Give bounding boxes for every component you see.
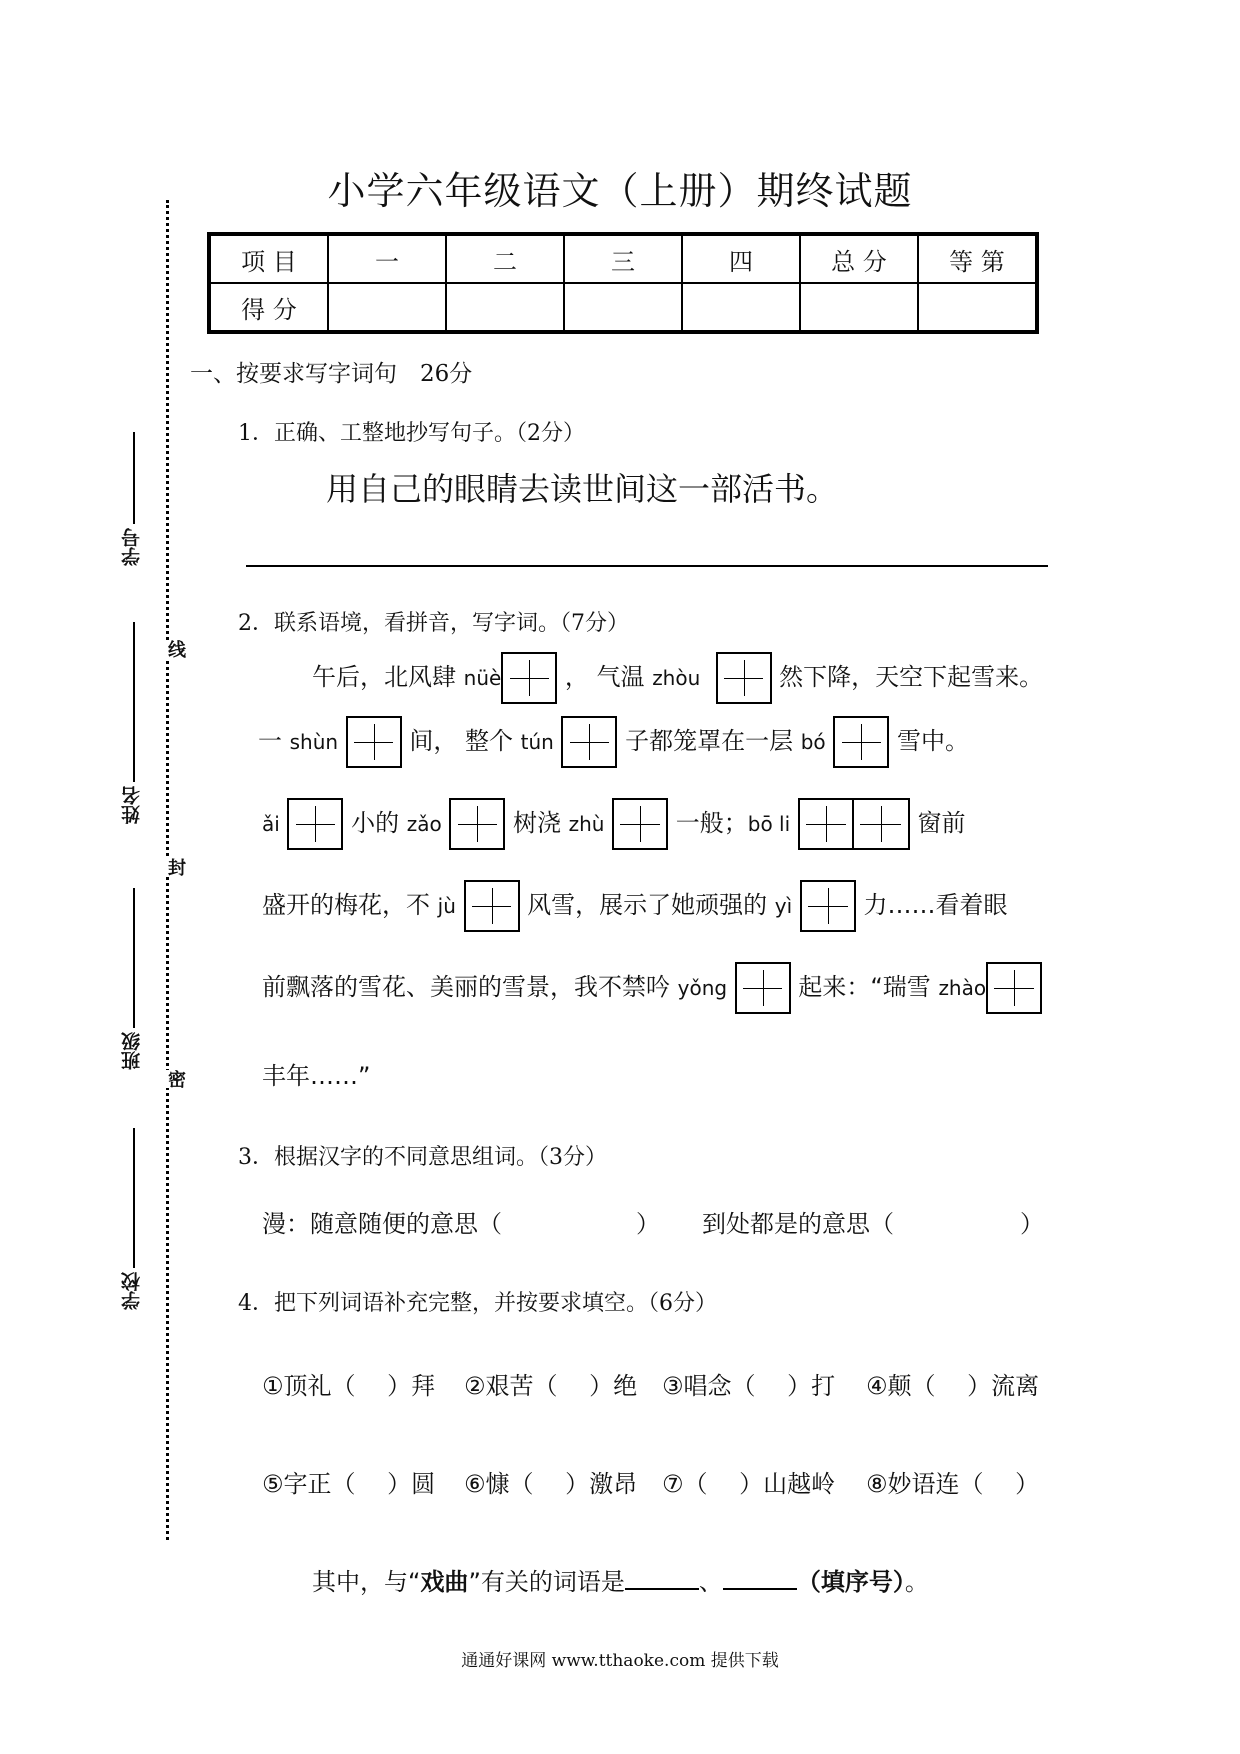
pinyin: jù (437, 894, 456, 918)
tian-zi-box[interactable] (716, 652, 772, 704)
pinyin: yǒng (677, 976, 728, 1000)
score-header-cell: 一 (328, 234, 446, 283)
pinyin: yì (774, 894, 793, 918)
question-3-prompt: 3．根据汉字的不同意思组词。（3分） (238, 1145, 607, 1170)
tian-zi-box[interactable] (798, 798, 854, 850)
score-cell[interactable] (446, 283, 564, 332)
cut-mark-feng: 封 (162, 858, 188, 876)
tian-zi-box[interactable] (464, 880, 520, 932)
score-cell[interactable] (800, 283, 918, 332)
score-header-cell: 项 目 (209, 234, 328, 283)
q4-item: ⑦（ ）山越岭 (662, 1470, 836, 1498)
name-label: 姓名 (121, 786, 143, 824)
school-label: 学校 (121, 1272, 143, 1310)
q3-part-a: 漫：随意随便的意思（ (262, 1210, 502, 1238)
tian-zi-box[interactable] (449, 798, 505, 850)
tian-zi-box[interactable] (854, 798, 910, 850)
text: 风雪，展示了她顽强的 (519, 891, 775, 919)
text: ， 气温 (557, 663, 653, 691)
answer-blank[interactable] (625, 1566, 699, 1590)
class-blank[interactable] (133, 888, 135, 1028)
pinyin: zhòu (652, 666, 701, 690)
pinyin-line-6: 丰年……” (262, 1062, 371, 1090)
score-header-cell: 四 (682, 234, 800, 283)
text: 、 (698, 1568, 723, 1596)
tian-zi-box[interactable] (800, 880, 856, 932)
score-cell[interactable] (328, 283, 446, 332)
text: 起来：“瑞雪 (790, 973, 939, 1001)
score-table (207, 232, 1039, 334)
pinyin: tún (520, 730, 554, 754)
question-2-prompt: 2．联系语境，看拼音，写字词。（7分） (238, 611, 629, 636)
q4-item: ①顶礼（ ）拜 (262, 1372, 436, 1400)
school-blank[interactable] (133, 1128, 135, 1268)
tian-zi-box[interactable] (287, 798, 343, 850)
score-cell[interactable] (682, 283, 800, 332)
text: 窗前 (909, 809, 966, 837)
score-table-score-row (209, 283, 1037, 332)
pinyin-line-3 (262, 798, 965, 850)
text: 力……看着眼 (855, 891, 1008, 919)
tian-zi-box[interactable] (986, 962, 1042, 1014)
pinyin: shùn (289, 730, 339, 754)
text: 前飘落的雪花、美丽的雪景，我不禁吟 (262, 973, 678, 1001)
pinyin-line-1 (312, 652, 1043, 704)
section-heading: 一、按要求写字词句 26分 (190, 361, 473, 387)
pinyin: zhù (568, 812, 605, 836)
text: 树浇 (505, 809, 569, 837)
text: 间， 整个 (401, 727, 521, 755)
text: 小的 (343, 809, 407, 837)
score-header-cell: 三 (564, 234, 682, 283)
score-header-cell: 总 分 (800, 234, 918, 283)
pinyin: bó (800, 730, 826, 754)
score-row-label: 得 分 (209, 283, 328, 332)
q3-part-b: 到处都是的意思（ (702, 1210, 894, 1238)
q4-item: ⑥慷（ ）激昂 (464, 1470, 638, 1498)
pinyin: zhào (938, 976, 987, 1000)
pinyin: ǎi (262, 812, 280, 836)
text: ”有关的词语是 (468, 1568, 625, 1596)
score-header-cell: 等 第 (918, 234, 1037, 283)
text: 一般； (668, 809, 748, 837)
text: 。 (904, 1568, 929, 1596)
name-blank[interactable] (133, 622, 135, 782)
q3-paren-close: ） (636, 1210, 660, 1238)
q4-item: ②艰苦（ ）绝 (464, 1372, 638, 1400)
tian-zi-box[interactable] (735, 962, 791, 1014)
q4-item: ④颠（ ）流离 (866, 1372, 1040, 1400)
tian-zi-box[interactable] (501, 652, 557, 704)
q4-item: ③唱念（ ）打 (662, 1372, 836, 1400)
student-id-blank[interactable] (133, 432, 135, 524)
question-4-prompt: 4．把下列词语补充完整，并按要求填空。（6分） (238, 1291, 717, 1316)
bold-term: 戏曲 (420, 1568, 469, 1596)
text: 子都笼罩在一层 (617, 727, 801, 755)
score-cell[interactable] (918, 283, 1037, 332)
text: 盛开的梅花，不 (262, 891, 438, 919)
pinyin-line-2 (258, 716, 969, 768)
question-1-prompt: 1．正确、工整地抄写句子。（2分） (238, 421, 585, 446)
text: 一 (258, 727, 290, 755)
q4-fill-sentence (312, 1562, 929, 1597)
pinyin: zǎo (406, 812, 442, 836)
text: 雪中。 (889, 727, 969, 755)
tian-zi-box[interactable] (612, 798, 668, 850)
tian-zi-box[interactable] (561, 716, 617, 768)
text: 然下降，天空下起雪来。 (771, 663, 1044, 691)
answer-blank[interactable] (723, 1566, 797, 1590)
tian-zi-box[interactable] (346, 716, 402, 768)
tian-zi-box[interactable] (833, 716, 889, 768)
q4-item: ⑤字正（ ）圆 (262, 1470, 436, 1498)
text: 午后，北风肆 (312, 663, 464, 691)
copy-answer-line[interactable] (246, 565, 1048, 567)
cut-mark-mi: 密 (162, 1070, 188, 1088)
student-id-label: 学号 (121, 528, 143, 566)
pinyin: bō li (747, 812, 791, 836)
text: 其中，与“ (312, 1568, 421, 1596)
score-table-header-row (209, 234, 1037, 283)
score-header-cell: 二 (446, 234, 564, 283)
footer-source: 通通好课网 www.tthaoke.com 提供下载 (461, 1651, 779, 1671)
score-cell[interactable] (564, 283, 682, 332)
bold-note: （填序号） (796, 1568, 905, 1596)
page-title: 小学六年级语文（上册）期终试题 (327, 169, 913, 213)
q3-paren-close: ） (1020, 1210, 1044, 1238)
pinyin-line-4 (262, 880, 1007, 932)
copy-sentence: 用自己的眼睛去读世间这一部活书。 (326, 470, 839, 508)
pinyin: nüè (463, 666, 502, 690)
cut-mark-xian: 线 (162, 640, 188, 658)
class-label: 班级 (121, 1032, 143, 1070)
pinyin-line-5 (262, 962, 1042, 1014)
q4-item: ⑧妙语连（ ） (866, 1470, 1040, 1498)
